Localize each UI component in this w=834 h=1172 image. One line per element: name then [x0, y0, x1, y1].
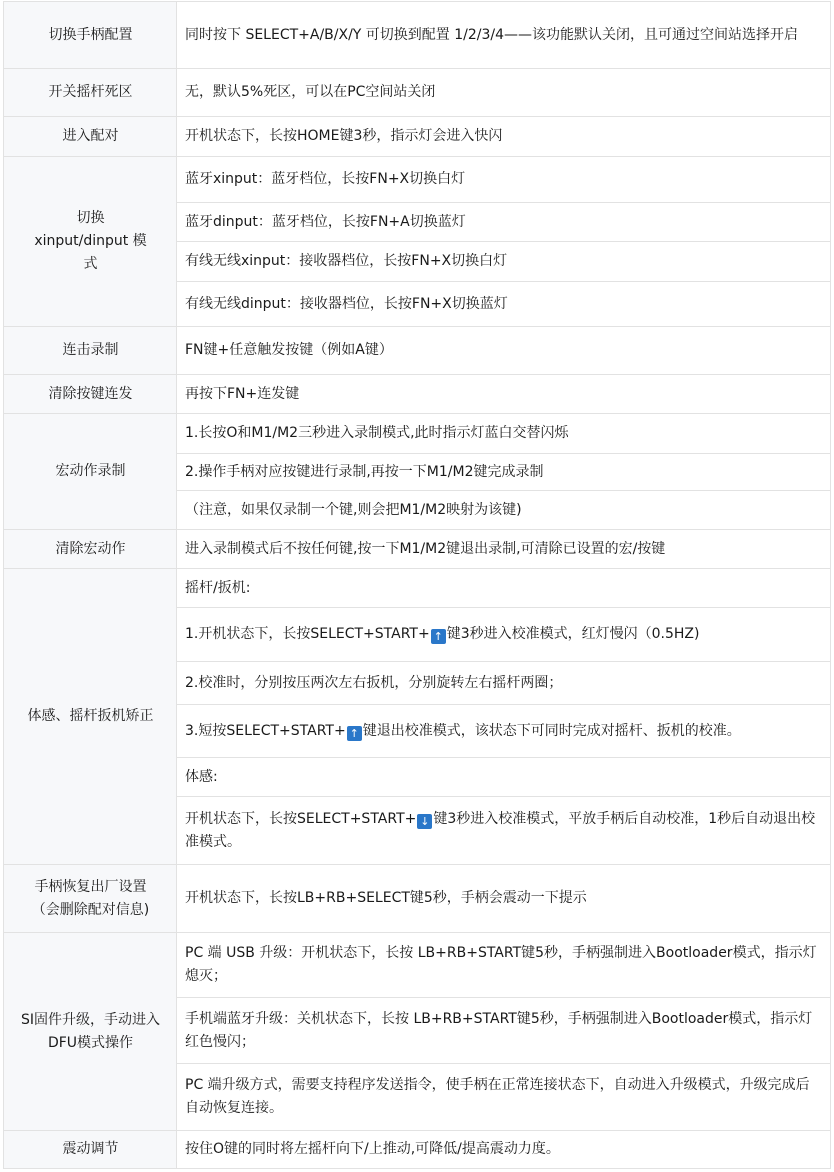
row-label: 宏动作录制 — [4, 414, 177, 530]
row-value: 有线无线dinput：接收器档位，长按FN+X切换蓝灯 — [177, 282, 831, 327]
arrow-up-icon: ↑ — [431, 629, 446, 644]
row-value: PC 端升级方式，需要支持程序发送指令，使手柄在正常连接状态下，自动进入升级模式，升级完成后自动恢复连接。 — [177, 1064, 831, 1131]
table-row — [4, 414, 831, 454]
table-row — [4, 865, 831, 933]
table-row — [4, 327, 831, 375]
row-value: 2.操作手柄对应按键进行录制,再按一下M1/M2键完成录制 — [177, 454, 831, 491]
spec-table — [3, 1, 831, 1169]
row-value: 无，默认5%死区，可以在PC空间站关闭 — [177, 69, 831, 117]
row-value: 1.开机状态下，长按SELECT+START+ ↑ 键3秒进入校准模式，红灯慢闪（0.5HZ) — [177, 608, 831, 662]
row-value: 开机状态下，长按LB+RB+SELECT键5秒，手柄会震动一下提示 — [177, 865, 831, 933]
row-value: 蓝牙dinput：蓝牙档位，长按FN+A切换蓝灯 — [177, 203, 831, 242]
table-row — [4, 569, 831, 608]
row-label: 开关摇杆死区 — [4, 69, 177, 117]
row-value: 体感: — [177, 758, 831, 797]
arrow-up-icon: ↑ — [347, 726, 362, 741]
table-row — [4, 117, 831, 157]
row-value: 开机状态下，长按SELECT+START+ ↓ 键3秒进入校准模式，平放手柄后自动校准，1秒后自动退出校准模式。 — [177, 797, 831, 865]
row-value: 手机端蓝牙升级：关机状态下，长按 LB+RB+START键5秒，手柄强制进入Bootloader模式，指示灯红色慢闪； — [177, 998, 831, 1064]
table-row — [4, 933, 831, 998]
row-label: 清除按键连发 — [4, 375, 177, 414]
row-value: 进入录制模式后不按任何键,按一下M1/M2键退出录制,可清除已设置的宏/按键 — [177, 530, 831, 569]
table-row — [4, 1131, 831, 1169]
row-value: 按住O键的同时将左摇杆向下/上推动,可降低/提高震动力度。 — [177, 1131, 831, 1169]
row-value: 同时按下 SELECT+A/B/X/Y 可切换到配置 1/2/3/4——该功能默认关闭，且可通过空间站选择开启 — [177, 2, 831, 69]
row-label: 清除宏动作 — [4, 530, 177, 569]
row-value: 蓝牙xinput：蓝牙档位，长按FN+X切换白灯 — [177, 157, 831, 203]
row-value: 2.校准时，分别按压两次左右扳机，分别旋转左右摇杆两圈； — [177, 662, 831, 705]
row-value: 1.长按O和M1/M2三秒进入录制模式,此时指示灯蓝白交替闪烁 — [177, 414, 831, 454]
row-label: 切换手柄配置 — [4, 2, 177, 69]
arrow-down-icon: ↓ — [417, 814, 432, 829]
row-value: 开机状态下，长按HOME键3秒，指示灯会进入快闪 — [177, 117, 831, 157]
table-row — [4, 2, 831, 69]
row-label — [4, 933, 177, 1131]
table-row — [4, 69, 831, 117]
row-value: PC 端 USB 升级：开机状态下，长按 LB+RB+START键5秒，手柄强制进入Bootloader模式，指示灯熄灭； — [177, 933, 831, 998]
row-value: 摇杆/扳机: — [177, 569, 831, 608]
row-value: 再按下FN+连发键 — [177, 375, 831, 414]
row-label: 体感、摇杆扳机矫正 — [4, 569, 177, 865]
row-value: 3.短按SELECT+START+ ↑ 键退出校准模式，该状态下可同时完成对摇杆、扳机的校准。 — [177, 705, 831, 758]
row-label: 进入配对 — [4, 117, 177, 157]
table-row — [4, 157, 831, 203]
table-row — [4, 530, 831, 569]
row-label-text: 切换 xinput/dinput 模式 — [34, 210, 147, 272]
row-label: 连击录制 — [4, 327, 177, 375]
table-row — [4, 375, 831, 414]
row-value: 有线无线xinput：接收器档位，长按FN+X切换白灯 — [177, 242, 831, 282]
row-label: 震动调节 — [4, 1131, 177, 1169]
row-value: FN键+任意触发按键（例如A键） — [177, 327, 831, 375]
row-label: 手柄恢复出厂设置 （会删除配对信息) — [4, 865, 177, 933]
row-value: （注意，如果仅录制一个键,则会把M1/M2映射为该键) — [177, 491, 831, 530]
row-label — [4, 157, 177, 327]
row-label-text: SI固件升级，手动进入DFU模式操作 — [20, 1011, 160, 1051]
